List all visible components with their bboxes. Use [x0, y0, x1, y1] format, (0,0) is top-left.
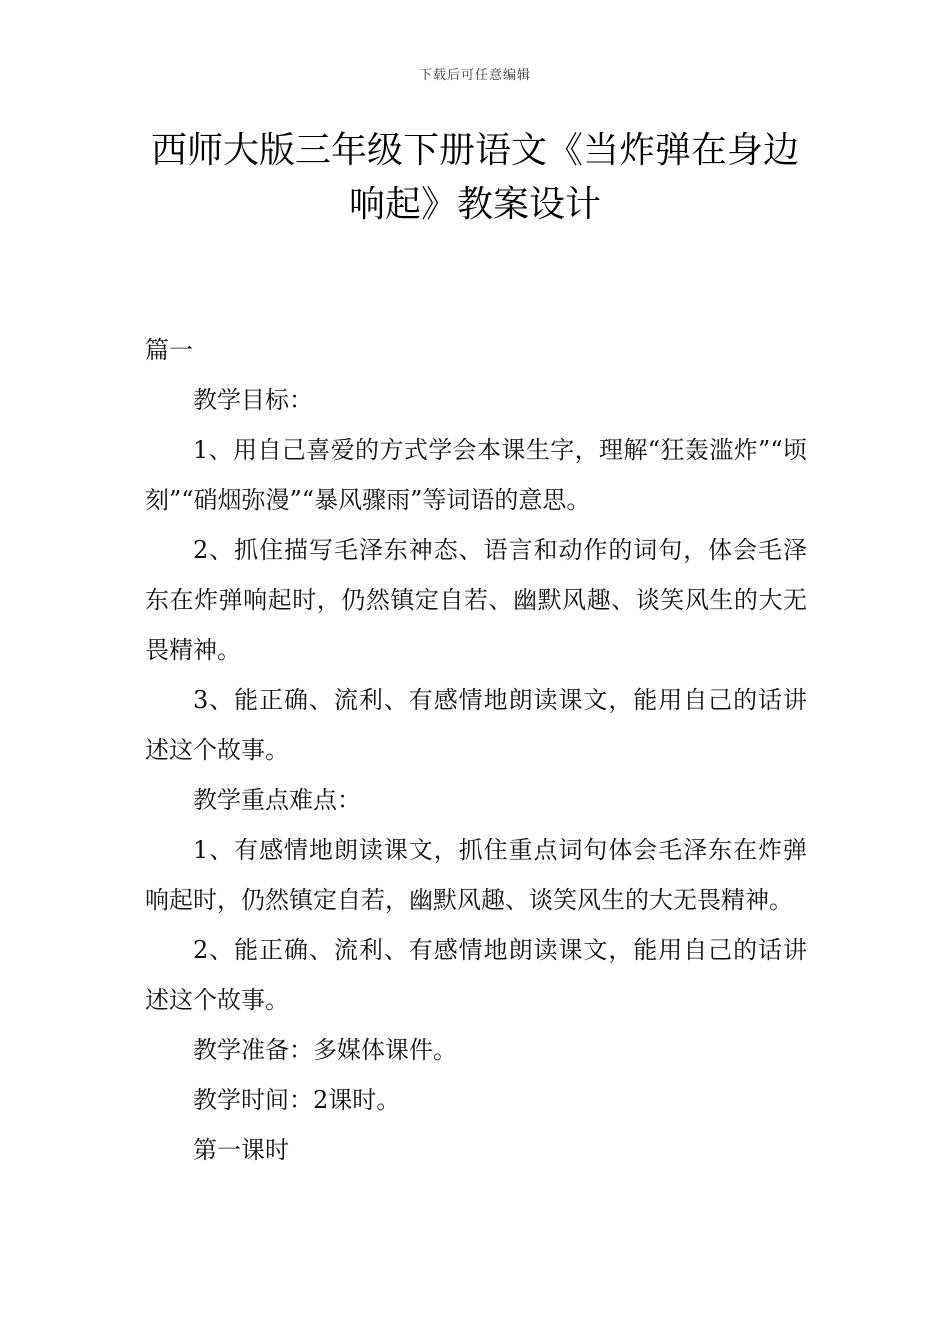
heading-key-points: 教学重点难点： [193, 786, 361, 814]
teaching-preparation: 教学准备：多媒体课件。 [193, 1036, 457, 1064]
document-title: 西师大版三年级下册语文《当炸弹在身边响起》教案设计 [150, 130, 799, 225]
key-point-item-2: 2、能正确、流利、有感情地朗读课文，能用自己的话讲述这个故事。 [145, 936, 807, 1014]
section-label: 篇一 [145, 336, 193, 364]
first-lesson-heading: 第一课时 [193, 1136, 289, 1164]
goal-item-3: 3、能正确、流利、有感情地朗读课文，能用自己的话讲述这个故事。 [145, 686, 807, 764]
key-point-item-1: 1、有感情地朗读课文，抓住重点词句体会毛泽东在炸弹响起时，仍然镇定自若，幽默风趣、谈笑风生的大无畏精神。 [145, 836, 807, 914]
document-body [145, 325, 807, 1175]
goal-item-2: 2、抓住描写毛泽东神态、语言和动作的词句，体会毛泽东在炸弹响起时，仍然镇定自若、幽默风趣、谈笑风生的大无畏精神。 [145, 536, 807, 664]
goal-item-1: 1、用自己喜爱的方式学会本课生字，理解“狂轰滥炸”“顷刻”“硝烟弥漫”“暴风骤雨”等词语的意思。 [145, 436, 807, 514]
heading-teaching-goals: 教学目标： [193, 386, 313, 414]
teaching-time: 教学时间：2课时。 [193, 1086, 401, 1114]
header-note: 下载后可任意编辑 [418, 68, 531, 83]
